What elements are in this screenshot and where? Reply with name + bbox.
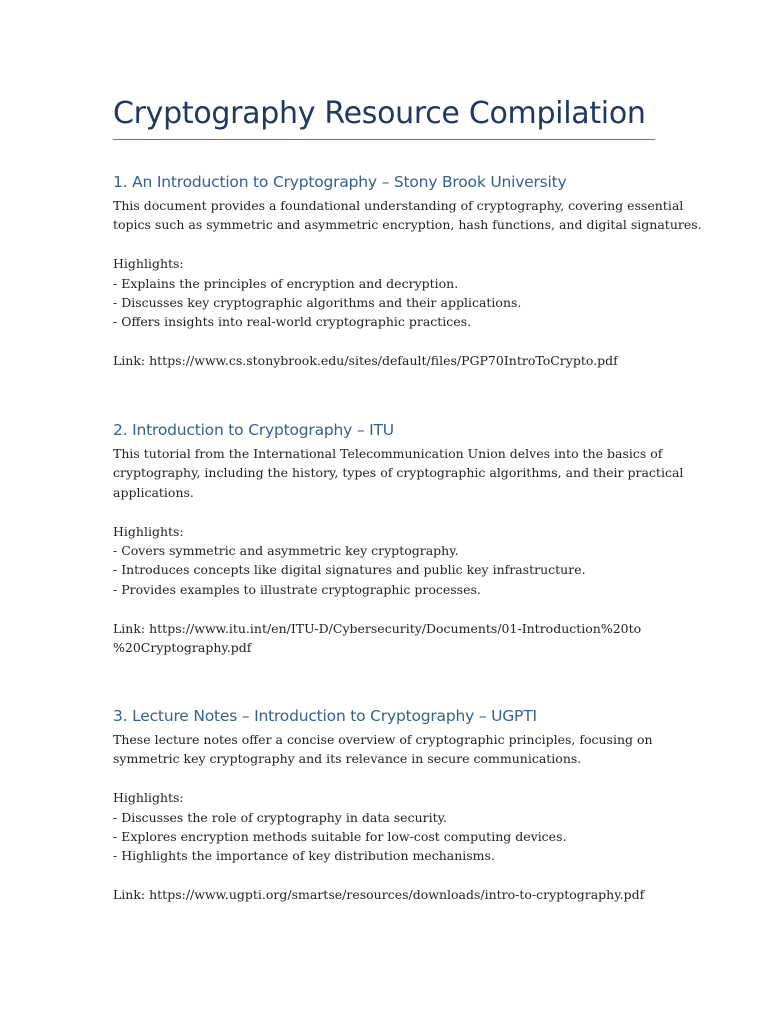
description-line: This tutorial from the International Telecommunication Union delves into the basics of xyxy=(113,446,663,461)
resource-link[interactable]: Link: https://www.cs.stonybrook.edu/sites/default/files/PGP70IntroToCrypto.pdf xyxy=(113,353,618,369)
description-line: symmetric key cryptography and its relevance in secure communications. xyxy=(113,751,582,767)
description-line: applications. xyxy=(113,484,194,500)
highlight-item: - Provides examples to illustrate cryptographic processes. xyxy=(113,581,481,597)
title-divider xyxy=(113,139,655,140)
section-description xyxy=(113,196,702,371)
section-description xyxy=(113,444,684,657)
section-heading: 3. Lecture Notes – Introduction to Cryptography – UGPTI xyxy=(113,707,537,725)
highlight-item: - Discusses key cryptographic algorithms and their applications. xyxy=(113,295,522,311)
resource-link[interactable]: Link: https://www.itu.int/en/ITU-D/Cybersecurity/Documents/01-Introduction%20to xyxy=(113,620,642,636)
resource-section-2 xyxy=(113,418,684,657)
blank-line xyxy=(113,502,655,521)
highlights-label: Highlights: xyxy=(113,790,184,806)
highlight-item: - Discusses the role of cryptography in data security. xyxy=(113,809,448,825)
blank-line xyxy=(113,235,655,254)
blank-line xyxy=(113,332,655,351)
resource-section-1 xyxy=(113,170,702,371)
highlights-label: Highlights: xyxy=(113,523,184,539)
highlight-item: - Introduces concepts like digital signatures and public key infrastructure. xyxy=(113,562,586,578)
blank-line xyxy=(113,866,655,885)
resource-link-continuation[interactable]: %20Cryptography.pdf xyxy=(113,640,252,656)
highlight-item: - Explores encryption methods suitable for low-cost computing devices. xyxy=(113,829,567,845)
section-heading: 2. Introduction to Cryptography – ITU xyxy=(113,421,394,439)
description-line: These lecture notes offer a concise overview of cryptographic principles, focusing on xyxy=(113,732,653,747)
resource-link[interactable]: Link: https://www.ugpti.org/smartse/resources/downloads/intro-to-cryptography.pdf xyxy=(113,887,645,903)
blank-line xyxy=(113,769,655,788)
highlight-item: - Explains the principles of encryption and decryption. xyxy=(113,275,459,291)
highlight-item: - Highlights the importance of key distribution mechanisms. xyxy=(113,848,495,864)
description-line: cryptography, including the history, types of cryptographic algorithms, and their practical xyxy=(113,465,684,481)
description-line: topics such as symmetric and asymmetric encryption, hash functions, and digital signatures. xyxy=(113,217,702,233)
highlight-item: - Offers insights into real-world cryptographic practices. xyxy=(113,314,472,330)
document-title: Cryptography Resource Compilation xyxy=(113,96,646,131)
description-line: This document provides a foundational understanding of cryptography, covering essential xyxy=(113,198,684,213)
resource-section-3 xyxy=(113,704,655,905)
section-heading: 1. An Introduction to Cryptography – Stony Brook University xyxy=(113,173,567,191)
highlights-label: Highlights: xyxy=(113,256,184,272)
highlight-item: - Covers symmetric and asymmetric key cryptography. xyxy=(113,543,459,559)
blank-line xyxy=(113,599,655,618)
section-description xyxy=(113,730,655,905)
